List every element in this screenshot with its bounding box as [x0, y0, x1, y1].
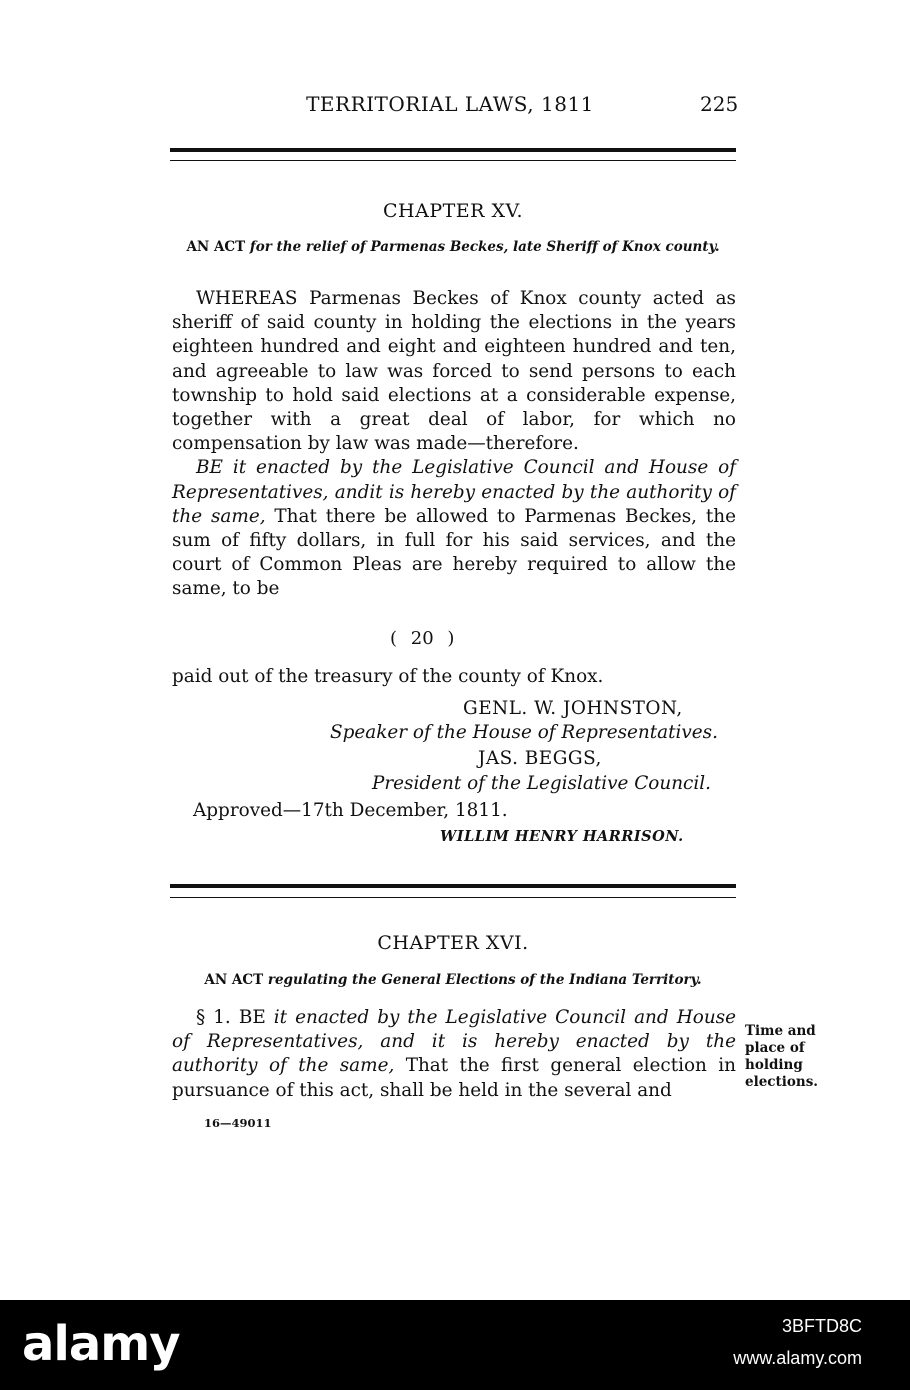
original-page-marker: ( 20 )	[390, 628, 455, 649]
section-1-text: That the first general election in pursuance of this act, shall be held in the several and	[172, 1055, 736, 1101]
act-title-italic: for the relief of Parmenas Beckes, late Sheriff of Knox county.	[249, 239, 720, 255]
president-name: JAS. BEGGS,	[478, 748, 602, 769]
stock-watermark-banner	[0, 1300, 910, 1390]
president-title: President of the Legislative Council.	[372, 773, 711, 794]
printer-signature-mark: 16—49011	[204, 1116, 272, 1130]
chapter-15-title: CHAPTER XV.	[383, 200, 523, 222]
chapter-16-title: CHAPTER XVI.	[377, 932, 529, 954]
enacting-paragraph	[172, 456, 736, 601]
chapter-divider-thin	[170, 897, 736, 898]
chapter-16-act-title	[170, 971, 736, 990]
approval-date: Approved—17th December, 1811.	[193, 800, 508, 821]
section-1-italic: it enacted by the Legislative Council and House of Representatives, and it is hereby enacted by the authority of the same,	[172, 1007, 736, 1077]
header-rule-thick	[170, 148, 736, 152]
act-title-italic: regulating the General Elections of the Indiana Territory.	[267, 972, 702, 988]
chapter-15-act-title	[170, 238, 736, 257]
section-mark: § 1. BE	[196, 1007, 266, 1028]
chapter-15-body	[172, 287, 736, 602]
governor-signature: WILLIM HENRY HARRISON.	[440, 828, 684, 845]
alamy-logo: alamy	[22, 1316, 180, 1372]
header-rule-thin	[170, 160, 736, 161]
margin-note: Time and place of holding elections.	[745, 1023, 819, 1090]
chapter-16-body	[172, 1006, 736, 1103]
continuation-line: paid out of the treasury of the county of Knox.	[172, 666, 604, 687]
section-1-paragraph	[172, 1006, 736, 1103]
act-prefix: AN ACT	[186, 239, 246, 255]
enacting-clause-italic: BE it enacted by the Legislative Council and House of Representatives, andit is hereby enacted by the authority of the same,	[172, 457, 736, 527]
banner-url: www.alamy.com	[733, 1348, 862, 1368]
speaker-name: GENL. W. JOHNSTON,	[463, 698, 683, 719]
act-prefix: AN ACT	[204, 972, 264, 988]
running-header-title: TERRITORIAL LAWS, 1811	[306, 92, 594, 116]
speaker-title: Speaker of the House of Representatives.	[330, 722, 718, 743]
preamble-paragraph: WHEREAS Parmenas Beckes of Knox county acted as sheriff of said county in holding the elections in the years eighteen hundred and eight and eighteen hundred and ten, and agreeable to law was forced to send persons to each township to hold said elections at a considerable expense, together with a great deal of labor, for which no compensation by law was made—therefore.	[172, 288, 736, 455]
page-number: 225	[700, 92, 739, 116]
enacting-clause-text: That there be allowed to Parmenas Beckes, the sum of fifty dollars, in full for his said services, and the court of Common Pleas are hereby required to allow the same, to be	[172, 505, 736, 600]
image-id: 3BFTD8C	[781, 1316, 862, 1336]
chapter-divider-thick	[170, 884, 736, 888]
